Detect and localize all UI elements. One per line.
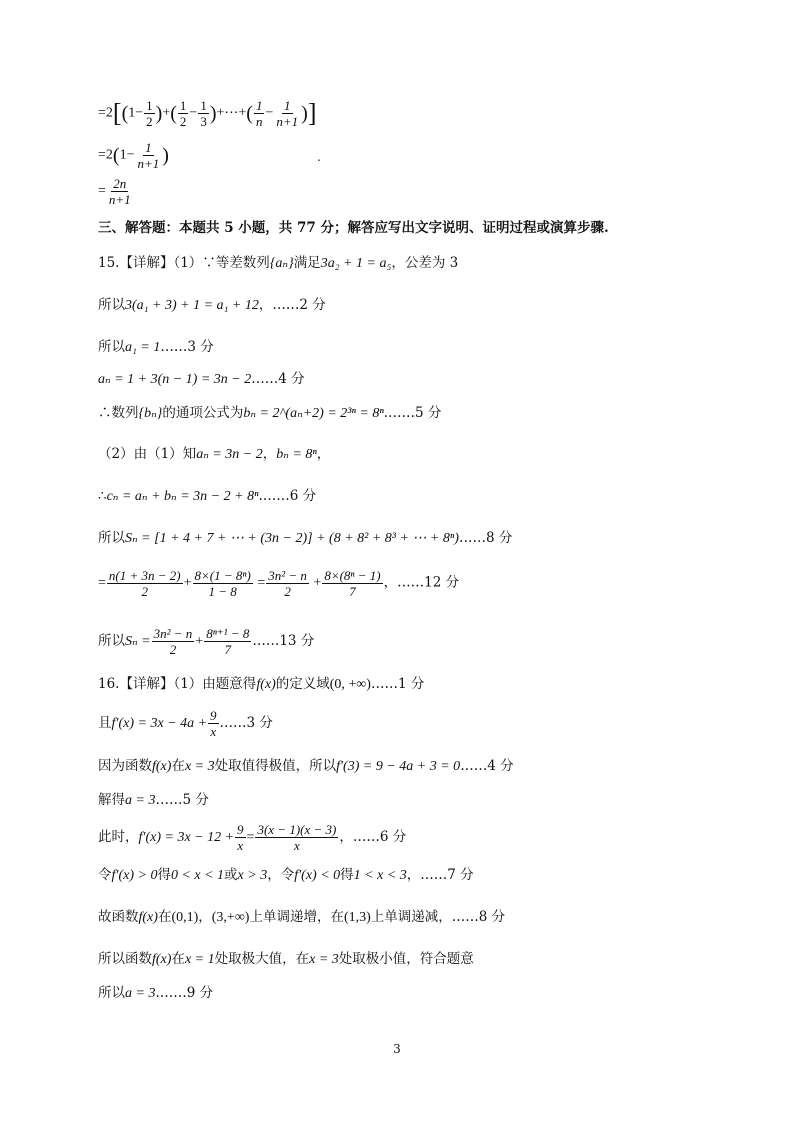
q16-line-9: 所以a = 3.……9 分	[98, 985, 214, 1001]
frac-9-over-x-b: $\frac{9}{x}$	[237, 822, 244, 853]
frac-geo-simplified: $\frac{\text{8×(8ⁿ − 1)}}{7}$	[324, 568, 381, 599]
q16-line-5: 此时，f′(x) = 3x − 12 + $\frac{9}{x}$ = $\frac{3(x - 1)(x - 3)}{x}$ ，……6 分	[98, 822, 407, 853]
sum-expansion-line: =2[(1− $\frac{1}{2}$ )+( $\frac{1}{2}$ − $\frac{1}{3}$ )+⋯+( $\frac{1}{n}$ − $\frac{1}{n+1}$ )]	[98, 98, 317, 129]
q15-line-5: ∴数列{bₙ}的通项公式为bₙ = 2^(aₙ+2) = 2³ⁿ = 8ⁿ.……5 分	[98, 405, 442, 421]
frac-arith-sum: $\frac{n(1 + 3n - 2)}{2}$	[108, 568, 181, 599]
frac-factored: $\frac{3(x - 1)(x - 3)}{x}$	[257, 822, 337, 853]
q15-line-4: aₙ = 1 + 3(n − 1) = 3n − 2……4 分	[98, 371, 305, 387]
frac-half-2: $\frac{1}{2}$	[179, 98, 187, 129]
frac-third: $\frac{1}{3}$	[200, 98, 207, 129]
q15-c-line: ∴cₙ = aₙ + bₙ = 3n − 2 + 8ⁿ.……6 分	[98, 488, 317, 504]
frac-arith-simplified: $\frac{\text{3n² − n}}{2}$	[268, 568, 307, 599]
q15-final-line: 所以Sₙ = $\frac{\text{3n² − n}}{2}$ + $\frac{\text{8ⁿ⁺¹ − 8}}{7}$ ……13 分	[98, 626, 315, 657]
q15-sum-line: = $\frac{n(1 + 3n - 2)}{2}$ + $\frac{\text{8×(1 − 8ⁿ)}}{1 - 8}$ = $\frac{\text{3n² − n}}{2}$ + $\frac{\text{8×(8ⁿ − 1)}}{7}$ ，……12 分	[98, 568, 460, 599]
page-number: 3	[393, 1042, 401, 1056]
right-bracket: ]	[307, 98, 317, 128]
q16-line-6: 令f′(x) > 0得0 < x < 1或x > 3，令f′(x) < 0得1 < x < 3，……7 分	[98, 867, 474, 883]
q15-part2-line: （2）由（1）知aₙ = 3n − 2，bₙ = 8ⁿ，	[98, 446, 331, 462]
q15-s-line: 所以Sₙ = [1 + 4 + 7 + ⋯ + (3n − 2)] + (8 + 8² + 8³ + ⋯ + 8ⁿ)……8 分	[98, 530, 513, 546]
paren-close: )	[155, 102, 163, 125]
coefficient: 2	[105, 105, 113, 121]
frac-final-2: $\frac{\text{8ⁿ⁺¹ − 8}}{7}$	[206, 626, 250, 657]
q15-line-1: 15.【详解】（1）∵等差数列{aₙ}满足3a₂ + 1 = a₅，公差为 3	[98, 255, 459, 271]
q15-line-3: 所以a₁ = 1……3 分	[98, 339, 214, 355]
q16-line-4: 解得a = 3……5 分	[98, 792, 209, 808]
frac-one-over-n-plus-1-b: $\frac{1}{n+1}$	[137, 140, 160, 171]
frac-geo-sum: $\frac{\text{8×(1 − 8ⁿ)}}{1 - 8}$	[194, 568, 251, 599]
frac-9-over-x: $\frac{9}{x}$	[210, 708, 217, 739]
q15-line-2: 所以3(a₁ + 3) + 1 = a₁ + 12，……2 分	[98, 297, 326, 313]
section-heading: 三、解答题：本题共 5 小题，共 77 分；解答应写出文字说明、证明过程或演算步骤.	[98, 220, 609, 236]
ellipsis-sum: +⋯+	[216, 105, 247, 121]
q16-line-7: 故函数f(x)在(0,1)，(3,+∞)上单调递增，在(1,3)上单调递减，……8 分	[98, 909, 506, 925]
frac-one-over-n: $\frac{1}{n}$	[255, 98, 263, 129]
q16-line-3: 因为函数f(x)在x = 3处取值得极值，所以f′(3) = 9 − 4a + 3 = 0……4 分	[98, 758, 514, 774]
frac-final-1: $\frac{\text{3n² − n}}{2}$	[153, 626, 193, 657]
frac-half: $\frac{1}{2}$	[146, 98, 153, 129]
q16-line-2: 且f′(x) = 3x − 4a + $\frac{9}{x}$ ……3 分	[98, 708, 273, 739]
frac-2n-over-n-plus-1: $\frac{2n}{n+1}$	[108, 176, 131, 207]
left-bracket: [	[112, 98, 122, 128]
trailing-dot: .	[317, 150, 321, 164]
equals: =	[98, 105, 106, 121]
q16-line-8: 所以函数f(x)在x = 1处取极大值，在x = 3处取极小值，符合题意	[98, 951, 474, 967]
paren-open: (	[121, 102, 129, 125]
result-line: = $\frac{2n}{n+1}$	[98, 176, 131, 207]
q16-line-1: 16.【详解】（1）由题意得f(x)的定义域(0, +∞)……1 分	[98, 676, 425, 692]
simplified-line: =2(1− $\frac{1}{n+1}$ )	[98, 140, 169, 171]
frac-one-over-n-plus-1: $\frac{1}{n+1}$	[276, 98, 299, 129]
